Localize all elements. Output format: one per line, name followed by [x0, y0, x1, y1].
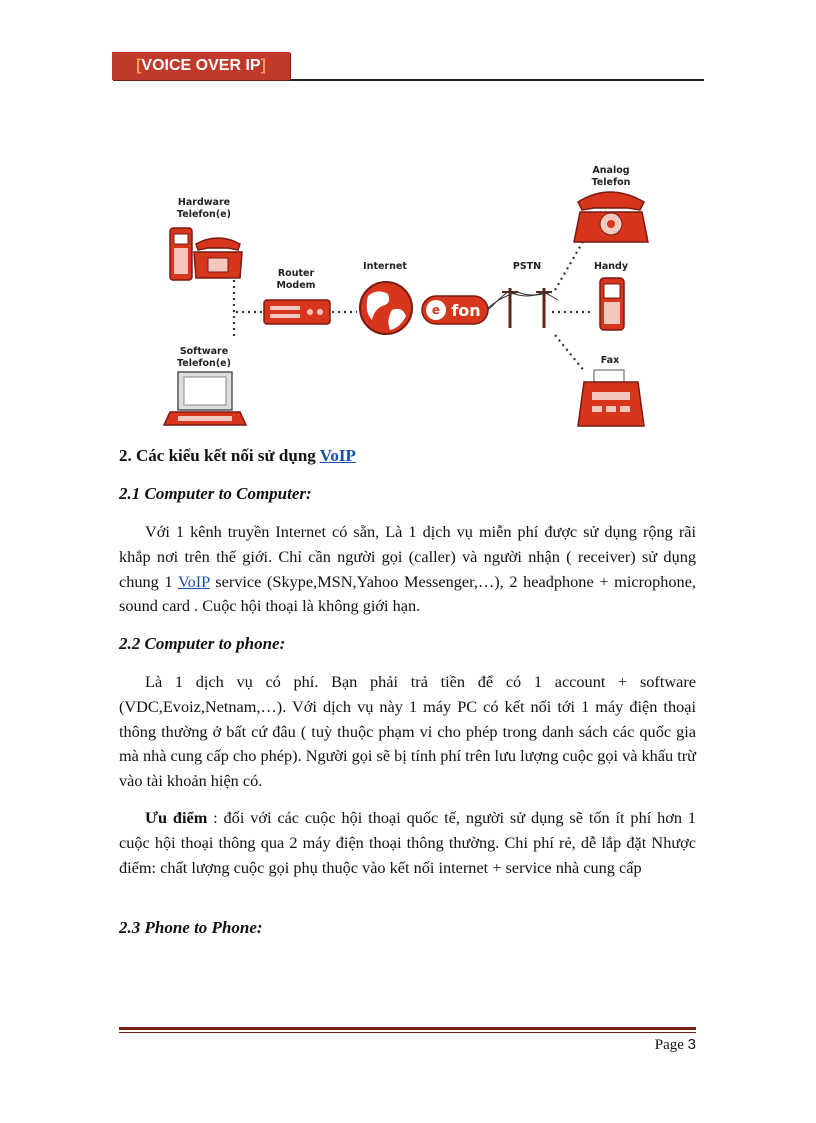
label-fax: Fax	[600, 355, 620, 366]
svg-text:fon: fon	[451, 301, 481, 320]
hardware-phone-icon	[170, 228, 242, 280]
header-title: VOICE OVER IP	[141, 57, 261, 74]
voip-link[interactable]: VoIP	[319, 446, 356, 465]
label-handy: Handy	[593, 261, 629, 272]
label-analog-2: Telefon	[591, 177, 631, 188]
subheading-computer-to-computer: 2.1 Computer to Computer:	[119, 484, 312, 503]
pstn-poles-icon	[488, 288, 558, 328]
fax-machine-icon	[578, 370, 644, 426]
label-software: Software	[179, 346, 229, 357]
footer-rule-thick	[119, 1027, 696, 1030]
mobile-phone-icon	[600, 278, 624, 330]
internet-globe-icon	[360, 282, 412, 334]
advantages-label: Ưu điểm	[145, 808, 208, 827]
footer-rule-thin	[119, 1032, 696, 1033]
label-router-2: Modem	[276, 280, 316, 291]
page-label: Page	[654, 1037, 688, 1053]
voip-link-inline[interactable]: VoIP	[177, 571, 210, 591]
software-computer-icon	[164, 372, 246, 425]
header-tab	[112, 52, 290, 80]
paragraph-computer-to-computer	[119, 520, 696, 619]
page-number-value: 3	[687, 1036, 696, 1053]
label-analog: Analog	[592, 165, 630, 176]
paragraph-text-cont: service (Skype,MSN,Yahoo Messenger,…), 2 headphone + microphone, sound card . Cuộc hội thoại là không giới hạn.	[119, 571, 696, 616]
paragraph-text: Với 1 kênh truyền Internet có sẵn, Là 1 dịch vụ miễn phí được sử dụng rộng rãi khắp nơi trên thế giới. Chỉ cần người gọi (caller) và người nhận ( receiver) sử dụng chung 1	[119, 522, 696, 591]
header-bracket-open: [	[136, 57, 142, 74]
router-modem-icon	[264, 300, 330, 324]
svg-text:e: e	[431, 303, 441, 317]
section-heading	[119, 446, 356, 466]
subheading-computer-to-phone: 2.2 Computer to phone:	[119, 634, 286, 653]
label-software-2: Telefon(e)	[177, 358, 231, 369]
voip-network-diagram	[160, 160, 670, 430]
header-bracket-close: ]	[260, 57, 266, 74]
label-hardware: Hardware	[177, 197, 231, 208]
paragraph-computer-to-phone: Là 1 dịch vụ có phí. Bạn phải trả tiền để có 1 account + software (VDC,Evoiz,Netnam,…). Với dịch vụ này 1 máy PC có kết nối tới 1 máy điện thoại thông thường ở bất cứ đâu ( tuỳ thuộc phạm vi cho phép trong danh sách các quốc gia mà nhà cung cấp cho phép). Người gọi sẽ bị tính phí trên lưu lượng cuộc gọi và khấu trừ vào tài khoản hiện có.	[119, 672, 697, 791]
header-rule	[290, 79, 704, 81]
label-router: Router	[277, 268, 315, 279]
connector-pstn-analog	[555, 238, 585, 290]
label-pstn: PSTN	[512, 261, 542, 272]
advantages-text: : đối với các cuộc hội thoại quốc tế, người sử dụng sẽ tốn ít phí hơn 1 cuộc hội thoại thông qua 2 máy điện thoại thông thường. Chi phí rẻ, dễ lắp đặt Nhược điểm: chất lượng cuộc gọi phụ thuộc vào kết nối internet + service nhà cung cấp	[119, 808, 697, 877]
analog-phone-icon	[574, 192, 648, 242]
label-hardware-2: Telefon(e)	[177, 209, 231, 220]
section-heading-text: 2. Các kiểu kết nối sử dụng	[119, 446, 320, 465]
subheading-phone-to-phone: 2.3 Phone to Phone:	[119, 918, 263, 937]
efon-logo-icon	[422, 296, 488, 324]
connector-pstn-fax	[555, 335, 585, 372]
label-internet: Internet	[363, 261, 407, 272]
page-number	[655, 1036, 696, 1054]
paragraph-advantages	[119, 806, 696, 880]
